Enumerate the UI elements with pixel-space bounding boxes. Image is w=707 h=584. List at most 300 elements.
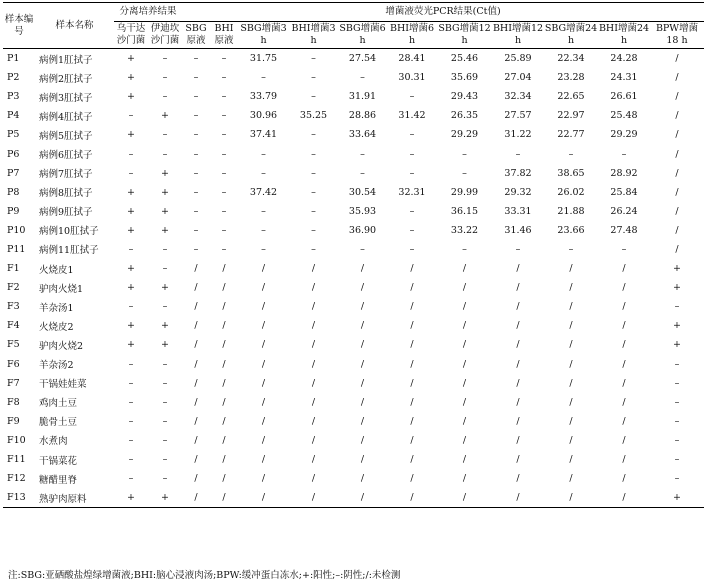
result-cell: 24.28	[610, 53, 638, 65]
result-cell: /	[238, 488, 289, 508]
result-cell: /	[462, 473, 467, 485]
result-cell: /	[311, 320, 316, 332]
result-cell: –	[162, 72, 168, 84]
result-cell: 26.24	[610, 205, 638, 217]
result-cell: /	[261, 454, 266, 466]
result-cell: /	[194, 454, 198, 466]
table-row	[3, 144, 704, 163]
sample-name-cell: 干锅娃娃菜	[39, 379, 87, 391]
table-row	[3, 202, 704, 221]
result-cell: –	[128, 396, 134, 408]
result-cell: /	[360, 454, 365, 466]
result-cell: /	[675, 167, 679, 179]
result-cell: /	[462, 396, 467, 408]
result-cell: /	[360, 263, 365, 275]
result-cell: /	[222, 320, 226, 332]
result-cell: /	[462, 454, 467, 466]
table-row	[3, 106, 704, 125]
result-cell: /	[516, 415, 520, 427]
table-row	[3, 297, 704, 316]
result-cell: /	[261, 282, 266, 294]
result-cell: /	[462, 377, 467, 389]
result-cell: –	[162, 434, 168, 446]
result-cell: /	[492, 488, 544, 508]
result-cell: –	[568, 148, 574, 160]
result-cell: –	[409, 148, 415, 160]
result-cell: /	[311, 301, 316, 313]
result-cell: /	[410, 396, 414, 408]
result-cell: –	[311, 186, 316, 198]
result-cell: +	[161, 339, 169, 351]
sample-name-cell: 脆骨土豆	[39, 417, 78, 429]
result-cell: /	[194, 339, 198, 351]
result-cell: +	[148, 488, 182, 508]
result-cell: /	[410, 339, 414, 351]
result-cell: –	[162, 263, 168, 275]
result-cell: –	[162, 377, 168, 389]
result-cell: /	[516, 454, 520, 466]
result-cell: +	[161, 167, 169, 179]
sample-id-cell: P4	[7, 110, 20, 122]
result-cell: /	[261, 415, 266, 427]
sample-name-cell: 病例10肛拭子	[39, 226, 99, 238]
result-cell: /	[360, 358, 365, 370]
result-cell: +	[127, 91, 135, 103]
result-cell: 38.65	[557, 167, 585, 179]
result-cell: /	[194, 434, 198, 446]
table-row	[3, 393, 704, 412]
result-cell: –	[128, 167, 134, 179]
result-cell: –	[128, 148, 134, 160]
sample-id-cell: F4	[7, 320, 20, 332]
result-cell: –	[409, 129, 415, 141]
result-cell: 28.41	[398, 53, 426, 65]
table-row	[3, 355, 704, 374]
result-cell: 37.82	[504, 167, 532, 179]
result-cell: –	[221, 167, 227, 179]
result-cell: /	[622, 434, 626, 446]
result-cell: /	[569, 282, 573, 294]
result-cell: /	[675, 110, 679, 122]
result-cell: –	[128, 301, 134, 313]
result-cell: /	[261, 339, 266, 351]
result-cell: /	[516, 473, 520, 485]
table-row	[3, 183, 704, 202]
sample-id-cell: F2	[7, 282, 20, 294]
result-cell: –	[674, 454, 680, 466]
result-cell: 33.22	[450, 224, 479, 236]
result-cell: /	[569, 396, 573, 408]
result-cell: –	[515, 148, 521, 160]
table-row	[3, 469, 704, 488]
result-cell: –	[409, 224, 415, 236]
result-cell: 31.42	[398, 110, 426, 122]
result-cell: –	[193, 167, 199, 179]
result-cell: /	[194, 282, 198, 294]
header-culture-col: 伊迪坎沙门菌	[148, 22, 182, 49]
result-cell: /	[598, 488, 650, 508]
result-cell: +	[161, 224, 169, 236]
table-row	[3, 125, 704, 144]
table-row	[3, 316, 704, 335]
sample-name-cell: 熟驴肉原料	[35, 488, 114, 508]
result-cell: 23.28	[557, 72, 585, 84]
result-cell: +	[673, 339, 681, 351]
result-cell: –	[162, 243, 168, 255]
result-cell: /	[261, 301, 266, 313]
result-cell: –	[515, 243, 521, 255]
table-row	[3, 87, 704, 106]
result-cell: –	[261, 243, 266, 255]
result-cell: /	[338, 488, 387, 508]
result-cell: –	[162, 473, 168, 485]
result-cell: /	[360, 320, 365, 332]
sample-id-cell: P8	[7, 186, 20, 198]
result-cell: /	[569, 320, 573, 332]
result-cell: +	[161, 320, 169, 332]
result-cell: 36.90	[348, 224, 377, 236]
result-cell: /	[311, 434, 316, 446]
result-cell: /	[261, 473, 266, 485]
table-row	[3, 412, 704, 431]
result-cell: /	[194, 263, 198, 275]
result-cell: –	[360, 167, 365, 179]
result-cell: –	[221, 148, 227, 160]
result-cell: 26.61	[610, 91, 638, 103]
result-cell: /	[569, 454, 573, 466]
result-cell: –	[128, 377, 134, 389]
header-pcr-col: SBG增菌12 h	[437, 22, 492, 49]
result-cell: –	[674, 415, 680, 427]
result-cell: 27.48	[610, 224, 638, 236]
sample-name-cell: 火烧皮1	[39, 264, 74, 276]
result-cell: /	[261, 396, 266, 408]
result-cell: /	[622, 301, 626, 313]
sample-name-cell: 病例3肛拭子	[39, 92, 93, 104]
result-cell: +	[127, 129, 135, 141]
result-cell: /	[675, 148, 679, 160]
result-cell: 25.48	[610, 110, 638, 122]
result-cell: /	[569, 339, 573, 351]
sample-name-cell: 病例4肛拭子	[39, 111, 93, 123]
result-cell: +	[673, 263, 681, 275]
result-cell: 29.32	[504, 186, 532, 198]
result-cell: 27.54	[348, 53, 377, 65]
table-row	[3, 68, 704, 87]
result-cell: 32.31	[398, 186, 426, 198]
sample-name-cell: 羊杂汤1	[39, 302, 74, 314]
result-cell: /	[675, 53, 679, 65]
result-cell: –	[128, 454, 134, 466]
result-cell: /	[462, 434, 467, 446]
result-cell: –	[462, 243, 467, 255]
result-cell: /	[569, 358, 573, 370]
result-cell: 33.31	[504, 205, 532, 217]
result-cell: –	[311, 72, 316, 84]
header-pcr-col: SBG增菌3 h	[238, 22, 289, 49]
result-cell: –	[162, 358, 168, 370]
result-cell: –	[193, 129, 199, 141]
result-cell: /	[675, 129, 679, 141]
result-cell: /	[622, 396, 626, 408]
result-cell: –	[193, 91, 199, 103]
sample-id-cell: F5	[7, 339, 20, 351]
header-pcr-col: SBG原液	[182, 22, 210, 49]
result-cell: 30.31	[398, 72, 426, 84]
result-cell: 29.43	[450, 91, 479, 103]
result-cell: /	[516, 263, 520, 275]
result-cell: /	[622, 377, 626, 389]
result-cell: –	[162, 148, 168, 160]
result-cell: /	[222, 282, 226, 294]
result-cell: –	[221, 243, 227, 255]
sample-name-cell: 病例1肛拭子	[39, 54, 93, 66]
sample-id-cell: F6	[7, 358, 20, 370]
result-cell: 30.96	[249, 110, 278, 122]
sample-id-cell: F8	[7, 396, 20, 408]
table-row	[3, 164, 704, 183]
result-cell: –	[128, 358, 134, 370]
result-cell: –	[162, 396, 168, 408]
result-cell: /	[622, 282, 626, 294]
result-cell: /	[222, 263, 226, 275]
result-cell: –	[162, 129, 168, 141]
result-cell: –	[360, 148, 365, 160]
table-row	[3, 240, 704, 259]
result-cell: /	[222, 377, 226, 389]
result-cell: /	[516, 282, 520, 294]
result-cell: –	[128, 415, 134, 427]
result-cell: –	[409, 167, 415, 179]
result-cell: /	[194, 415, 198, 427]
header-culture-col: 乌干达沙门菌	[114, 22, 148, 49]
result-cell: /	[516, 377, 520, 389]
result-cell: –	[311, 91, 316, 103]
result-cell: /	[675, 91, 679, 103]
result-cell: +	[127, 339, 135, 351]
result-cell: 22.65	[557, 91, 585, 103]
result-cell: –	[162, 91, 168, 103]
result-cell: +	[673, 282, 681, 294]
header-pcr-col: BHI原液	[210, 22, 238, 49]
sample-name-cell: 糖醋里脊	[39, 474, 78, 486]
result-cell: /	[569, 301, 573, 313]
result-cell: /	[360, 301, 365, 313]
result-cell: –	[311, 167, 316, 179]
result-cell: 28.86	[348, 110, 377, 122]
result-cell: /	[410, 434, 414, 446]
sample-name-cell: 病例2肛拭子	[39, 73, 93, 85]
header-pcr-col: BHI增菌6 h	[387, 22, 437, 49]
header-pcr-col: SBG增菌6 h	[338, 22, 387, 49]
result-cell: /	[222, 473, 226, 485]
result-cell: –	[221, 224, 227, 236]
result-cell: –	[674, 301, 680, 313]
result-cell: –	[221, 91, 227, 103]
result-cell: /	[311, 415, 316, 427]
result-cell: /	[360, 415, 365, 427]
result-cell: –	[311, 129, 316, 141]
result-cell: –	[128, 110, 134, 122]
result-cell: /	[222, 415, 226, 427]
result-cell: –	[162, 454, 168, 466]
result-cell: 25.89	[504, 53, 532, 65]
result-cell: /	[622, 320, 626, 332]
header-pcr-col: SBG增菌24 h	[544, 22, 598, 49]
header-sample-name: 样本名称	[35, 3, 114, 49]
result-cell: /	[360, 473, 365, 485]
result-cell: /	[261, 358, 266, 370]
sample-name-cell: 鸡肉土豆	[39, 398, 78, 410]
result-cell: 31.75	[249, 53, 278, 65]
result-cell: +	[127, 72, 135, 84]
result-cell: /	[360, 339, 365, 351]
table-body	[3, 49, 704, 508]
table-row	[3, 278, 704, 297]
result-cell: –	[193, 205, 199, 217]
result-cell: /	[360, 377, 365, 389]
result-cell: /	[194, 358, 198, 370]
result-cell: 36.15	[450, 205, 479, 217]
result-cell: /	[544, 488, 598, 508]
header-pcr-col: BPW增菌18 h	[650, 22, 704, 49]
result-cell: 37.42	[249, 186, 278, 198]
result-cell: /	[516, 358, 520, 370]
result-cell: /	[222, 454, 226, 466]
result-cell: +	[127, 205, 135, 217]
result-cell: +	[127, 263, 135, 275]
result-cell: /	[622, 454, 626, 466]
result-cell: 31.22	[504, 129, 532, 141]
result-cell: /	[410, 320, 414, 332]
result-cell: /	[311, 263, 316, 275]
result-cell: /	[410, 282, 414, 294]
sample-id-cell: P5	[7, 129, 20, 141]
result-cell: /	[222, 301, 226, 313]
result-cell: /	[360, 434, 365, 446]
table-row	[3, 335, 704, 354]
result-cell: –	[311, 224, 316, 236]
result-cell: –	[162, 415, 168, 427]
table-row	[3, 221, 704, 240]
result-cell: +	[127, 186, 135, 198]
result-cell: /	[360, 396, 365, 408]
result-cell: –	[193, 110, 199, 122]
sample-id-cell: P10	[7, 224, 26, 236]
result-cell: –	[193, 148, 199, 160]
result-cell: –	[128, 243, 134, 255]
result-cell: /	[622, 415, 626, 427]
header-pcr-col: BHI增菌12 h	[492, 22, 544, 49]
result-cell: /	[675, 72, 679, 84]
result-cell: /	[462, 263, 467, 275]
result-cell: 33.64	[348, 129, 377, 141]
result-cell: –	[409, 91, 415, 103]
result-cell: –	[193, 243, 199, 255]
sample-id-cell: F13	[3, 488, 35, 508]
sample-name-cell: 驴肉火烧2	[39, 340, 84, 352]
result-cell: +	[114, 488, 148, 508]
sample-id-cell: F10	[7, 434, 26, 446]
result-cell: 22.77	[557, 129, 585, 141]
result-cell: /	[462, 415, 467, 427]
result-cell: /	[462, 358, 467, 370]
result-cell: /	[311, 473, 316, 485]
result-cell: /	[222, 358, 226, 370]
result-cell: /	[410, 415, 414, 427]
result-cell: +	[127, 224, 135, 236]
result-cell: /	[311, 358, 316, 370]
results-table	[3, 2, 704, 508]
result-cell: –	[193, 72, 199, 84]
table-row	[3, 431, 704, 450]
result-cell: /	[569, 263, 573, 275]
result-cell: /	[622, 473, 626, 485]
sample-id-cell: P3	[7, 91, 20, 103]
result-cell: 35.93	[348, 205, 377, 217]
result-cell: –	[311, 205, 316, 217]
result-cell: –	[409, 243, 415, 255]
result-cell: –	[311, 243, 316, 255]
result-cell: –	[261, 148, 266, 160]
result-cell: /	[182, 488, 210, 508]
header-pcr-col: BHI增菌3 h	[289, 22, 338, 49]
result-cell: –	[360, 243, 365, 255]
result-cell: +	[127, 53, 135, 65]
result-cell: /	[222, 434, 226, 446]
result-cell: /	[675, 205, 679, 217]
result-cell: /	[311, 454, 316, 466]
result-cell: –	[360, 72, 365, 84]
sample-id-cell: F11	[7, 454, 26, 466]
result-cell: /	[516, 320, 520, 332]
result-cell: /	[675, 186, 679, 198]
sample-id-cell: P11	[7, 243, 26, 255]
result-cell: –	[674, 358, 680, 370]
result-cell: /	[261, 263, 266, 275]
result-cell: –	[261, 72, 266, 84]
result-cell: 25.46	[450, 53, 479, 65]
result-cell: /	[410, 454, 414, 466]
result-cell: /	[311, 396, 316, 408]
result-cell: /	[387, 488, 437, 508]
result-cell: –	[221, 110, 227, 122]
result-cell: /	[311, 282, 316, 294]
result-cell: +	[650, 488, 704, 508]
result-cell: 37.41	[249, 129, 278, 141]
result-cell: /	[311, 339, 316, 351]
result-cell: 23.66	[557, 224, 585, 236]
sample-id-cell: P9	[7, 205, 20, 217]
result-cell: –	[674, 434, 680, 446]
header-pcr-group: 增菌液荧光PCR结果(Ct值)	[182, 3, 704, 22]
sample-id-cell: P2	[7, 72, 20, 84]
result-cell: +	[127, 282, 135, 294]
header-culture-group: 分离培养结果	[114, 3, 182, 22]
result-cell: +	[161, 282, 169, 294]
result-cell: 25.84	[610, 186, 638, 198]
result-cell: 22.34	[557, 53, 585, 65]
result-cell: /	[622, 339, 626, 351]
sample-name-cell: 病例6肛拭子	[39, 150, 93, 162]
result-cell: –	[409, 205, 415, 217]
result-cell: 30.54	[348, 186, 377, 198]
result-cell: 33.79	[249, 91, 278, 103]
result-cell: /	[194, 320, 198, 332]
result-cell: 29.99	[450, 186, 479, 198]
result-cell: –	[221, 205, 227, 217]
table-row	[3, 374, 704, 393]
